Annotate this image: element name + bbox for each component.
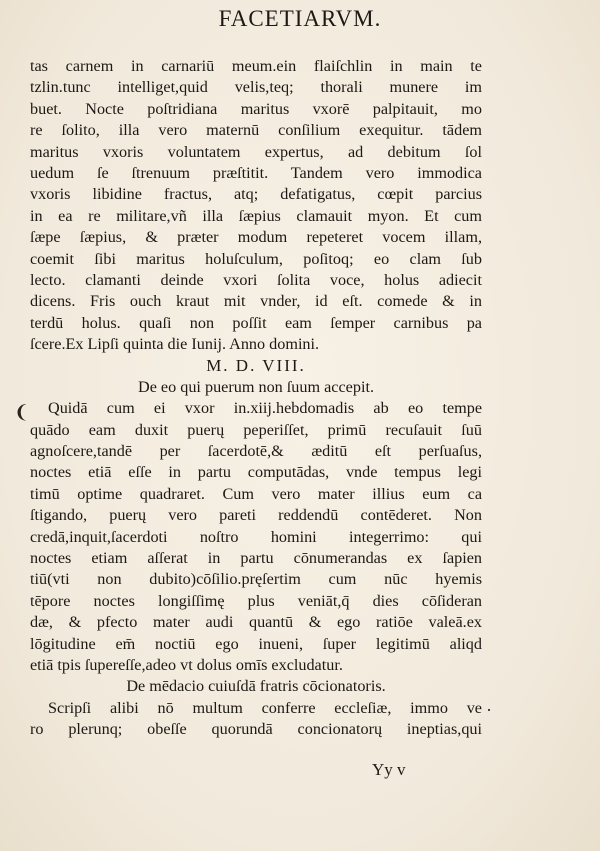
text-line: tzlin.tunc intelliget,quid velis,teq; thorali munere im xyxy=(30,78,482,97)
text-line: De eo qui puerum non ſuum accepit. xyxy=(138,377,374,396)
text-line: vxoris libidine fractus, atq; defatigatus, cœpit parcius xyxy=(30,185,482,204)
text-line: Quidā cum ei vxor in.xiij.hebdomadis ab eo tempe xyxy=(48,399,482,418)
text-line: ro plerunq; obeſſe quorundā concionatorų ineptias,qui xyxy=(30,720,482,739)
text-line: buet. Nocte poſtridiana maritus vxorē palpitauit, mo xyxy=(30,99,482,118)
text-line: tiū(vti non dubito)cōſilio.pręſertim cum nūc hyemis xyxy=(30,570,482,589)
text-line: maritus vxoris voluntatem expertus, ad debitum ſol xyxy=(30,142,482,161)
text-line: noctes etiam aſſerat in partu cōnumerandas ex ſapien xyxy=(30,548,482,567)
text-line: ſtigando, puerų vero pareti reddendū contēderet. Non xyxy=(30,506,482,525)
text-line: M. D. VIII. xyxy=(206,356,306,376)
text-line: coemit ſibi maritus holuſculum, poſitoq; eo clam ſub xyxy=(30,249,482,268)
text-line: credā,inquit,ſacerdoti noſtro homini integerrimo: qui xyxy=(30,527,482,546)
text-line: etiā tpis ſupereſſe,adeo vt dolus omīs excludatur. xyxy=(30,655,343,674)
text-line: dæ, & pfecto mater audi quantū & ego ratiōe valeā.ex xyxy=(30,613,482,632)
text-line: lecto. clamanti deinde vxori ſolita voce, holus adiecit xyxy=(30,270,482,289)
text-line: in ea re militare,vñ illa ſæpius clamauit myon. Et cum xyxy=(30,206,482,225)
text-body xyxy=(30,56,482,741)
text-line: timū optime quadraret. Cum vero mater illius eum ca xyxy=(30,484,482,503)
text-line: lōgitudine em̄ noctiū ego inueni, ſuper legitimū aliqd xyxy=(30,634,482,653)
text-line: terdū holus. quaſi non poſſit eam ſemper carnibus pa xyxy=(30,313,482,332)
text-line: tēpore noctes longiſſimę plus veniāt,q̄ dies cōſideran xyxy=(30,591,482,610)
margin-dot: · xyxy=(486,700,492,720)
signature-mark: Yy v xyxy=(372,760,406,779)
text-line: noctes etiā eſſe in partu computādas, vnde tempus legi xyxy=(30,463,482,482)
text-line: re ſolito, illa vero maternū conſilium exequitur. tādem xyxy=(30,121,482,140)
text-line: quādo eam duxit puerų peperiſſet, primū recuſauit ſuū xyxy=(30,420,482,439)
text-line: De mēdacio cuiuſdā fratris cōcionatoris. xyxy=(126,677,386,696)
text-line: tas carnem in carnariū meum.ein flaiſchlin in main te xyxy=(30,57,482,75)
text-line: ſæpe ſæpius, & præter modum repeteret vocem illam, xyxy=(30,228,482,247)
text-line: uedum ſe ſtrenuum præſtitit. Tandem vero immodica xyxy=(30,163,482,182)
text-line: Scripſi alibi nō multum conferre eccleſiæ, immo ve xyxy=(48,698,482,717)
margin-ornament: ❨ xyxy=(14,402,30,422)
text-line: dicens. Fris ouch kraut mit vnder, id eſt. comede & in xyxy=(30,292,482,311)
text-line: ſcere.Ex Lipſi quinta die Iunij. Anno domini. xyxy=(30,335,320,354)
running-head: FACETIARVM. xyxy=(218,6,382,31)
text-line: agnoſcere,tandē per ſacerdotē,& æditū eſt perſuaſus, xyxy=(30,442,482,461)
